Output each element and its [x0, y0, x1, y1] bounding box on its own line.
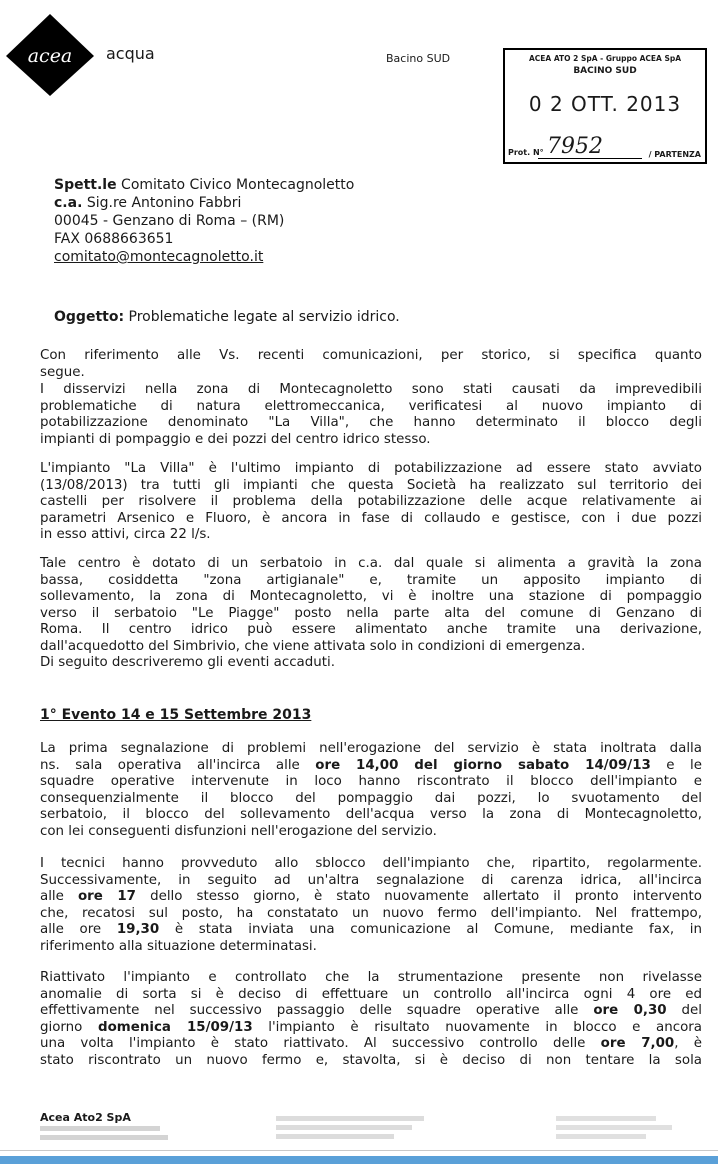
text-line: verso il serbatoio "Le Piagge" posto nella parte alta del comune di Genzano di [40, 605, 702, 621]
text-run-bold: ore 17 [77, 889, 136, 904]
section-title: 1° Evento 14 e 15 Settembre 2013 [40, 707, 312, 723]
recipient-email-link[interactable]: comitato@montecagnoletto.it [54, 249, 264, 265]
text-line [40, 1003, 702, 1020]
paragraph-disservizi [40, 382, 702, 448]
text-run: è stata inviata una comunicazione al Comune, mediante fax, in [159, 922, 702, 937]
faded-text-line [556, 1125, 672, 1130]
paragraph-centro [40, 556, 702, 672]
recipient-attn-bold: c.a. [54, 195, 83, 211]
faded-text-line [556, 1116, 656, 1121]
text-line: I disservizi nella zona di Montecagnoletto sono stati causati da imprevedibili [40, 382, 702, 397]
text-line: impianti di pompaggio e dei pozzi del centro idrico stesso. [40, 431, 431, 447]
text-run: dello stesso giorno, è stato nuovamente allertato il pronto intervento [136, 889, 702, 904]
text-line: dall'acquedotto del Simbrivio, che viene attivata solo in condizioni di emergenza. [40, 638, 586, 654]
recipient-address: 00045 - Genzano di Roma – (RM) [54, 213, 285, 229]
faded-text-line [276, 1125, 412, 1130]
paragraph-event-b [40, 856, 702, 955]
text-line: problematiche di natura elettromeccanica, verificatesi al nuovo impianto di [40, 398, 702, 414]
text-run: ns. sala operativa all'incirca alle [40, 757, 316, 773]
text-line: stato riscontrato un nuovo fermo e, stavolta, si è deciso di non tentare la sola [40, 1052, 702, 1068]
text-line: potabilizzazione denominato "La Villa", che hanno determinato il blocco degli [40, 415, 702, 430]
text-run: effettivamente nel successivo passaggio delle squadre operative alle [40, 1003, 594, 1018]
faded-text-line [276, 1116, 424, 1121]
recipient-attn-rest: Sig.re Antonino Fabbri [82, 195, 242, 211]
text-run: alle ore [40, 922, 117, 937]
text-line: consequenzialmente il blocco del pompaggio dai pozzi, lo svuotamento del [40, 790, 702, 806]
faded-text-line [40, 1126, 160, 1131]
stamp-direction: / PARTENZA [648, 150, 701, 159]
text-line: (13/08/2013) tra tutti gli impianti che questa Società ha realizzato sul territorio dei [40, 477, 702, 493]
text-run: e le [650, 757, 702, 773]
acea-logo [4, 12, 96, 98]
text-line: I tecnici hanno provveduto allo sblocco dell'impianto che, ripartito, regolarmente. [40, 856, 702, 871]
recipient-attn [54, 194, 354, 212]
text-run: giorno [40, 1019, 98, 1035]
text-line: Tale centro è dotato di un serbatoio in c.a. dal quale si alimenta a gravità la zona [40, 556, 702, 571]
text-run-bold: 19,30 [116, 922, 160, 937]
text-run: del [666, 1003, 703, 1018]
text-line: segue. [40, 364, 85, 380]
text-line: sollevamento, la zona di Montecagnoletto, vi è inoltre una stazione di pompaggio [40, 589, 702, 604]
text-run: , è [674, 1036, 702, 1051]
text-line [40, 758, 702, 775]
text-line: anomalie di sorta si è deciso di effettuare un controllo all'incirca ogni 4 ore ed [40, 986, 702, 1002]
logo-suffix: acqua [106, 44, 155, 63]
text-line: con lei conseguenti disfunzioni nell'erogazione del servizio. [40, 823, 437, 839]
recipient-title-rest: Comitato Civico Montecagnoletto [116, 177, 355, 193]
footer-address-faded [40, 1126, 170, 1140]
text-line: La prima segnalazione di problemi nell'erogazione del servizio è stata inoltrata dalla [40, 741, 702, 756]
text-line [40, 922, 702, 939]
page-edge-line [0, 1150, 718, 1151]
text-line: squadre operative intervenute in loco hanno riscontrato il blocco dell'impianto e [40, 774, 702, 789]
text-line: Con riferimento alle Vs. recenti comunicazioni, per storico, si specifica quanto [40, 348, 702, 363]
basin-label: Bacino SUD [386, 52, 451, 65]
faded-text-line [276, 1134, 394, 1139]
stamp-prot-number: 7952 [547, 134, 603, 159]
logo-wordmark: acea [27, 45, 73, 67]
text-run-bold: domenica 15/09/13 [98, 1019, 253, 1035]
text-run: alle [40, 889, 78, 904]
recipient-fax: FAX 0688663651 [54, 231, 174, 247]
footer-company: Acea Ato2 SpA [40, 1111, 131, 1124]
text-line: parametri Arsenico e Fluoro, è ancora in fase di collaudo e gestisce, con i due pozzi [40, 510, 702, 526]
paragraph-impianto [40, 461, 702, 544]
faded-text-line [556, 1134, 646, 1139]
recipient-title [54, 176, 354, 194]
faded-text-line [40, 1135, 168, 1140]
text-line: riferimento alla situazione determinatasi. [40, 938, 317, 954]
recipient-title-bold: Spett.le [54, 177, 117, 193]
paragraph-event-c [40, 970, 702, 1069]
subject-label: Oggetto: [54, 309, 125, 325]
protocol-stamp [503, 48, 707, 164]
text-line: in esso attivi, circa 22 l/s. [40, 527, 211, 542]
text-line: L'impianto "La Villa" è l'ultimo impianto di potabilizzazione ad essere stato avviato [40, 461, 702, 476]
text-line: castelli per risolvere il problema della potabilizzazione delle acque relativamente ai [40, 494, 702, 509]
recipient-block [54, 176, 354, 266]
text-line: che, recatosi sul posto, ha constatato un nuovo fermo dell'impianto. Nel frattempo, [40, 905, 702, 921]
stamp-company: ACEA ATO 2 SpA - Gruppo ACEA SpA [528, 54, 682, 63]
subject-line [54, 309, 400, 325]
stamp-underline [538, 158, 642, 159]
text-run: l'impianto è risultato nuovamente in blocco e ancora [252, 1019, 702, 1035]
text-line [40, 889, 702, 906]
text-line: Riattivato l'impianto e controllato che la strumentazione presente non rivelasse [40, 970, 702, 985]
text-line [40, 1036, 702, 1053]
text-run: una volta l'impianto è stato riattivato. Al successivo controllo delle [40, 1036, 601, 1051]
stamp-date: 0 2 OTT. 2013 [528, 92, 682, 116]
viewer-bottom-bar [0, 1156, 718, 1164]
text-line: bassa, cosiddetta "zona artigianale" e, tramite un apposito impianto di [40, 572, 702, 588]
paragraph-intro [40, 348, 702, 381]
text-line: serbatoio, il blocco del sollevamento dell'acqua verso la zona di Montecagnoletto, [40, 807, 702, 822]
text-line: Di seguito descriveremo gli eventi accaduti. [40, 655, 335, 670]
footer-registry-faded [276, 1116, 426, 1139]
paragraph-event-a [40, 741, 702, 840]
text-run-bold: ore 14,00 del giorno sabato 14/09/13 [315, 757, 651, 773]
text-run-bold: ore 7,00 [600, 1036, 675, 1051]
text-line [40, 1020, 702, 1037]
text-run-bold: ore 0,30 [593, 1003, 667, 1018]
text-line: Roma. Il centro idrico può essere alimentato anche tramite una derivazione, [40, 622, 702, 637]
stamp-basin: BACINO SUD [573, 66, 637, 76]
stamp-prot-label: Prot. N° [508, 148, 544, 157]
subject-text: Problematiche legate al servizio idrico. [124, 309, 400, 325]
footer-contacts-faded [556, 1116, 676, 1139]
text-line: Successivamente, in seguito ad un'altra segnalazione di carenza idrica, all'incirca [40, 872, 702, 888]
